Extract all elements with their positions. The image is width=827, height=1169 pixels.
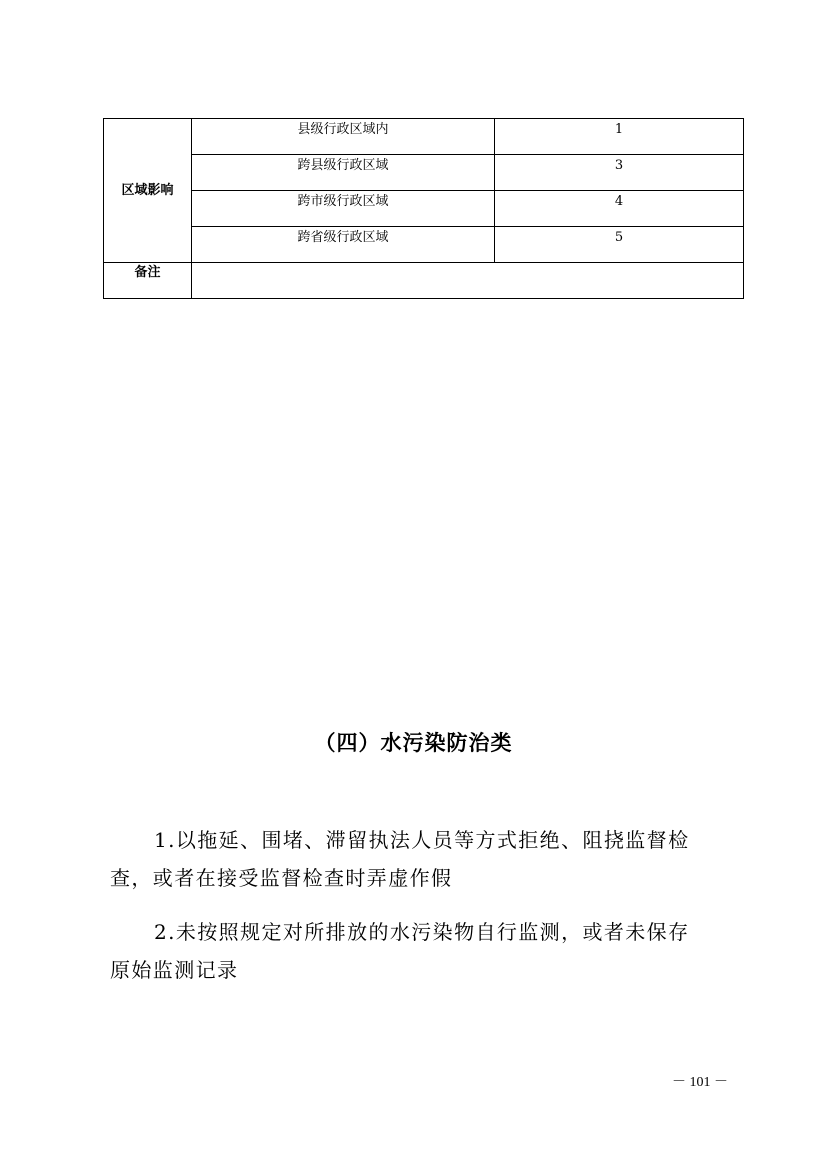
- score-cell: 5: [495, 227, 744, 263]
- score-cell: 3: [495, 155, 744, 191]
- remark-value: [192, 263, 744, 299]
- scope-cell: 跨省级行政区域: [192, 227, 495, 263]
- score-cell: 1: [495, 119, 744, 155]
- scope-cell: 跨市级行政区域: [192, 191, 495, 227]
- region-impact-table: [103, 118, 744, 299]
- paragraph-2: 2.未按照规定对所排放的水污染物自行监测，或者未保存原始监测记录: [110, 920, 690, 982]
- table-row: [104, 227, 744, 263]
- table-row: [104, 191, 744, 227]
- table-row: [104, 119, 744, 155]
- table-row: [104, 155, 744, 191]
- paragraph-1: 1.以拖延、围堵、滞留执法人员等方式拒绝、阻挠监督检查，或者在接受监督检查时弄虚作假: [110, 828, 690, 890]
- section-title: （四）水污染防治类: [314, 730, 513, 755]
- score-cell: 4: [495, 191, 744, 227]
- group-label: 区域影响: [104, 119, 192, 263]
- scope-cell: 跨县级行政区域: [192, 155, 495, 191]
- scope-cell: 县级行政区域内: [192, 119, 495, 155]
- remark-label: 备注: [104, 263, 192, 299]
- page-number: － 101 －: [672, 1075, 728, 1090]
- remark-row: [104, 263, 744, 299]
